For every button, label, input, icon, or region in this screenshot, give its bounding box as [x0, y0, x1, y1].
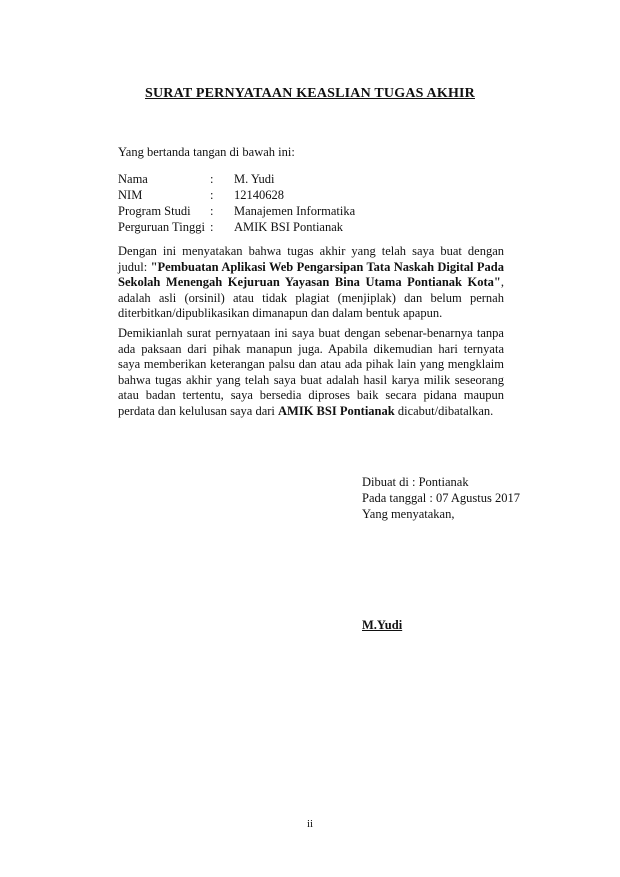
identity-label: Nama	[118, 172, 148, 186]
identity-colon: :	[210, 172, 214, 186]
identity-value: Manajemen Informatika	[234, 204, 356, 218]
thesis-title: "Pembuatan Aplikasi Web Pengarsipan Tata Naskah Digital Pada Sekolah Menengah Kejuruan Yayasan Bina Utama Pontianak Kota"	[118, 259, 504, 289]
statement-paragraph	[118, 244, 504, 322]
identity-label: Perguruan Tinggi	[118, 220, 205, 234]
declaration-tail: dicabut/dibatalkan.	[394, 403, 494, 418]
institution-name: AMIK BSI Pontianak	[278, 403, 395, 418]
identity-row-name	[118, 171, 355, 187]
signer-name: M.Yudi	[362, 618, 403, 632]
identity-label: Program Studi	[118, 204, 191, 218]
identity-row-university	[118, 219, 355, 235]
statement-lead: Dengan ini menyatakan bahwa tugas akhir yang telah saya buat dengan judul:	[118, 244, 504, 274]
identity-row-program	[118, 203, 355, 219]
intro-text: Yang bertanda tangan di bawah ini:	[118, 145, 295, 159]
signature-block	[362, 474, 520, 522]
identity-colon: :	[210, 188, 214, 202]
identity-value: 12140628	[234, 188, 284, 202]
identity-label: NIM	[118, 188, 143, 202]
declaration-paragraph	[118, 326, 504, 419]
identity-value: M. Yudi	[234, 172, 275, 186]
signature-statement: Yang menyatakan,	[362, 507, 455, 521]
page-number: ii	[306, 818, 314, 830]
statement-tail: , adalah asli (orsinil) atau tidak plagiat (menjiplak) dan belum pernah diterbitkan/dipublikasikan dimanapun dan dalam bentuk apapun.	[118, 275, 504, 320]
identity-value: AMIK BSI Pontianak	[234, 220, 344, 234]
document-title: SURAT PERNYATAAN KEASLIAN TUGAS AKHIR	[145, 86, 475, 101]
signature-date: Pada tanggal : 07 Agustus 2017	[362, 491, 520, 505]
identity-colon: :	[210, 220, 214, 234]
declaration-lead: Demikianlah surat pernyataan ini saya buat dengan sebenar-benarnya tanpa ada paksaan dari pihak manapun juga. Apabila dikemudian hari ternyata saya memberikan keterangan palsu dan atau ada pihak lain yang mengklaim bahwa tugas akhir yang telah saya buat adalah hasil karya milik seseorang atau badan tertentu, saya bersedia diproses baik secara pidana maupun perdata dan kelulusan saya dari	[118, 326, 504, 418]
identity-colon: :	[210, 204, 214, 218]
identity-row-nim	[118, 187, 355, 203]
identity-table	[118, 171, 355, 235]
signature-place: Dibuat di : Pontianak	[362, 475, 469, 489]
